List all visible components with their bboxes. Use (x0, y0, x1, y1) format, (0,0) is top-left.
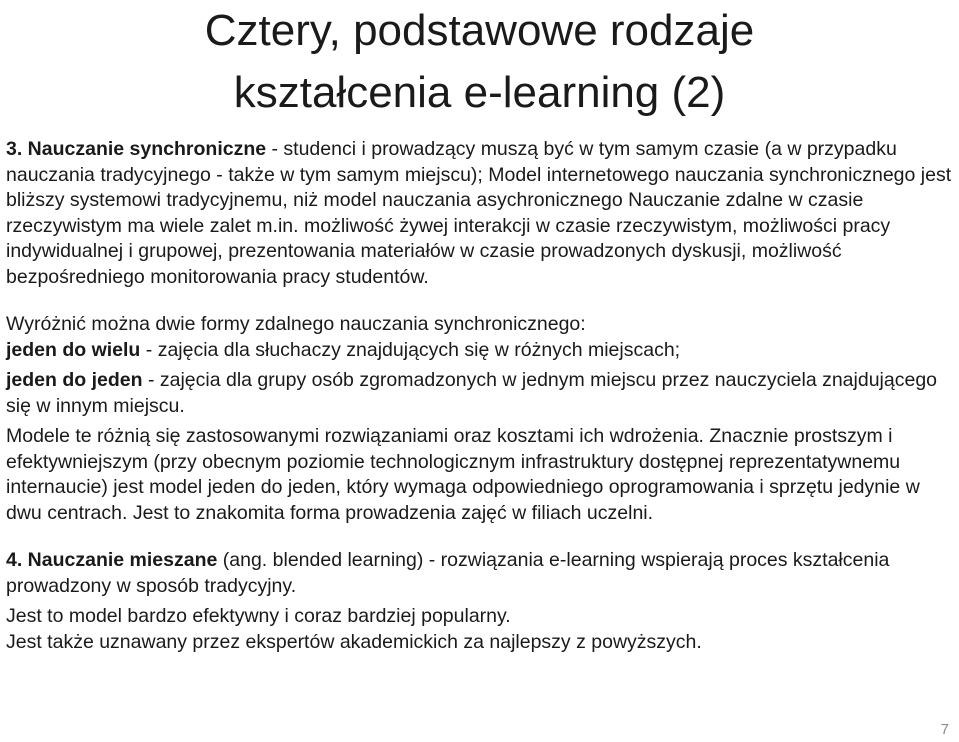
section-4-text: (ang. blended learning) - rozwiązania e-learning wspierają proces kształcenia prowadzony w sposób tradycyjny. (6, 549, 890, 597)
form-one-to-many (6, 338, 956, 364)
section-3-text: - studenci i prowadzący muszą być w tym samym czasie (a w przypadku nauczania tradycyjnego - także w tym samym miejscu); Model internetowego nauczania synchronicznego jest bliższy systemowi tradycyjnemu, niż model nauczania asychronicznego Nauczanie zdalne w czasie rzeczywistym ma wiele zalet m.in. możliwość żywej interakcji w czasie rzeczywistym, możliwości pracy indywidualnej i grupowej, prezentowania materiałów w czasie prowadzonych dyskusji, możliwość bezpośredniego monitorowania pracy studentów. (6, 138, 952, 288)
spacer (6, 290, 956, 312)
slide-title (0, 0, 959, 124)
section-3-paragraph (6, 137, 956, 290)
section-4-line-2: Jest to model bardzo efektywny i coraz bardziej popularny. (6, 605, 511, 627)
slide-body (6, 137, 956, 655)
one-to-one-label: jeden do jeden (6, 369, 143, 391)
forms-intro: Wyróżnić można dwie formy zdalnego nauczania synchronicznego: (6, 313, 586, 335)
form-one-to-one (6, 368, 956, 419)
models-paragraph: Modele te różnią się zastosowanymi rozwiązaniami oraz kosztami ich wdrożenia. Znacznie prostszym i efektywniejszym (przy obecnym poziomie technologicznym infrastruktury dostępnej reprezentatywnemu internaucie) jest model jeden do jeden, który wymaga odpowiedniego oprogramowania i sprzętu jedynie w dwu centrach. Jest to znakomita forma prowadzenia zajęć w filiach uczelni. (6, 425, 920, 524)
one-to-many-label: jeden do wielu (6, 338, 141, 361)
spacer (6, 526, 956, 548)
section-4-line-3: Jest także uznawany przez ekspertów akademickich za najlepszy z powyższych. (6, 630, 702, 653)
section-4-heading: 4. Nauczanie mieszane (6, 549, 218, 571)
title-line-1: Cztery, podstawowe rodzaje (204, 6, 755, 55)
one-to-one-text: - zajęcia dla grupy osób zgromadzonych w jednym miejscu przez nauczyciela znajdującego się w innym miejscu. (6, 369, 938, 417)
section-3-heading: 3. Nauczanie synchroniczne (6, 138, 267, 160)
section-4-paragraph (6, 548, 956, 599)
title-line-2: kształcenia e-learning (2) (233, 68, 726, 117)
one-to-many-text: - zajęcia dla słuchaczy znajdujących się w różnych miejscach; (140, 338, 681, 361)
slide-number: 7 (940, 721, 949, 738)
